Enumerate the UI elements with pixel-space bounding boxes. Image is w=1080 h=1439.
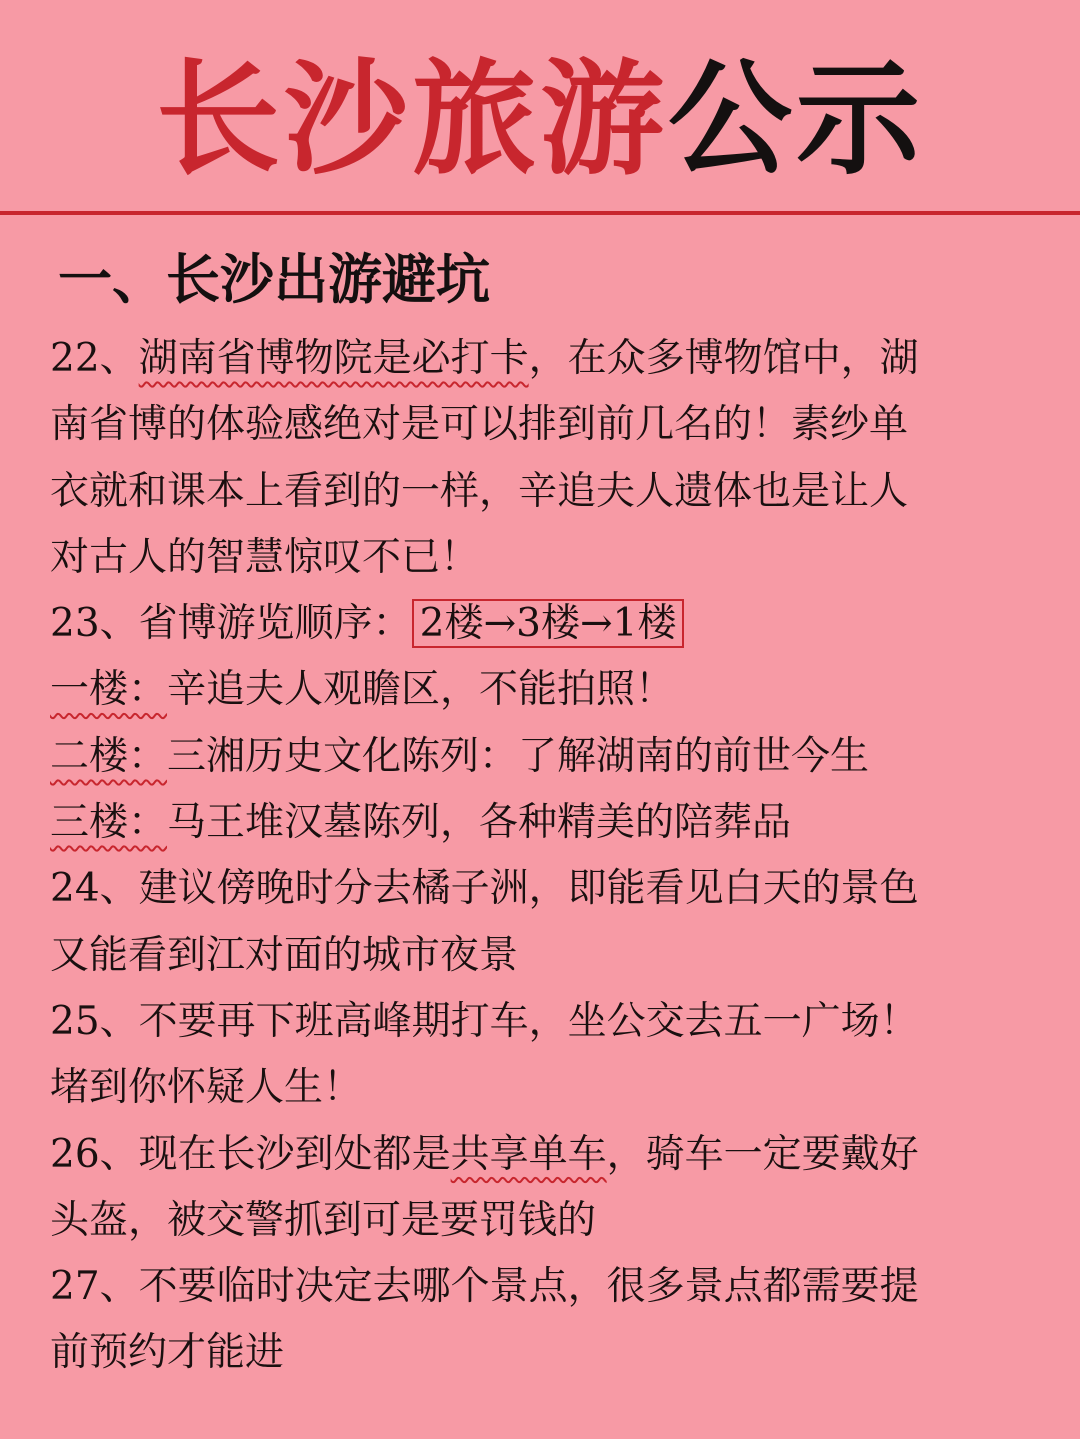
tip-27-line-2: 前预约才能进 xyxy=(50,1330,285,1376)
tip-23-line xyxy=(50,591,1010,657)
floor-label: 一楼： xyxy=(50,667,168,713)
floor-item xyxy=(50,657,1010,723)
tip-22-rest: ，在众多博物馆中，湖 xyxy=(528,336,919,381)
title-divider xyxy=(0,211,1080,215)
tip-22-highlight: 湖南省博物院是必打卡 xyxy=(138,336,529,381)
floor-item xyxy=(50,790,1010,856)
tip-22-line-3: 衣就和课本上看到的一样，辛追夫人遗体也是让人 xyxy=(50,468,909,514)
tip-22-line-2: 南省博的体验感绝对是可以排到前几名的！素纱单 xyxy=(50,402,909,448)
tip-24-line-2: 又能看到江对面的城市夜景 xyxy=(50,932,519,978)
tip-26-highlight: 共享单车 xyxy=(450,1131,607,1177)
tips-list xyxy=(50,326,1010,1387)
tip-22-line-1 xyxy=(50,326,1010,392)
page-title xyxy=(0,50,1080,190)
title-red-part: 长沙旅游 xyxy=(155,48,668,192)
tip-26-line-1 xyxy=(50,1122,1010,1188)
floor-text: 马王堆汉墓陈列，各种精美的陪葬品 xyxy=(167,800,792,846)
tip-25-line-2: 堵到你怀疑人生！ xyxy=(50,1065,363,1111)
tip-22-line-4: 对古人的智慧惊叹不已！ xyxy=(50,534,480,580)
floor-text: 辛追夫人观瞻区，不能拍照！ xyxy=(167,667,675,713)
tip-27-line-1: 27、不要临时决定去哪个景点，很多景点都需要提 xyxy=(50,1264,919,1310)
tip-26-after: ，骑车一定要戴好 xyxy=(606,1131,919,1177)
tip-23-label: 省博游览顺序： xyxy=(138,601,412,647)
tip-22-number: 22、 xyxy=(50,336,139,381)
floor-text: 三湘历史文化陈列：了解湖南的前世今生 xyxy=(167,733,870,779)
floor-label: 二楼： xyxy=(50,733,168,779)
tip-23-number: 23、 xyxy=(50,601,139,647)
tip-23-order-box: 2楼→3楼→1楼 xyxy=(412,599,685,648)
floor-item xyxy=(50,724,1010,790)
tip-26-line-2: 头盔，被交警抓到可是要罚钱的 xyxy=(50,1197,597,1243)
tip-26-before: 26、现在长沙到处都是 xyxy=(50,1131,451,1177)
section-heading: 一、长沙出游避坑 xyxy=(58,248,490,311)
floor-label: 三楼： xyxy=(50,800,168,846)
tip-24-line-1: 24、建议傍晚时分去橘子洲，即能看见白天的景色 xyxy=(50,866,919,912)
title-black-part: 公示 xyxy=(668,48,925,192)
tip-25-line-1: 25、不要再下班高峰期打车，坐公交去五一广场！ xyxy=(50,998,919,1044)
